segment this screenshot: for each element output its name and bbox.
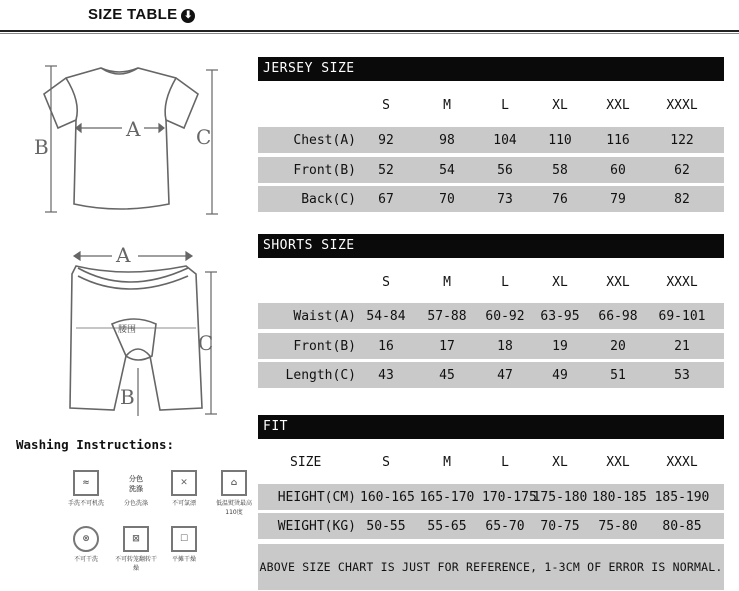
table-cell: 63-95: [540, 308, 580, 324]
table-row: [258, 186, 724, 212]
table-cell: 45: [439, 367, 455, 383]
table-cell: 82: [674, 191, 690, 207]
size-xxxl: XXXL: [666, 454, 698, 470]
size-label: SIZE: [290, 454, 322, 470]
size-l: L: [501, 454, 509, 470]
no-dry-clean-icon: ⊗ 不可干洗: [64, 526, 108, 563]
table-cell: 18: [497, 338, 513, 354]
table-row: [258, 303, 724, 329]
download-arrow-icon: ⬇: [181, 9, 195, 23]
iron-low-icon: ⌂ 低温熨烫最高110度: [212, 470, 256, 516]
jersey-size-header-row: [258, 92, 724, 118]
title-divider-thin: [0, 33, 739, 34]
table-cell: 165-170: [419, 489, 475, 505]
table-cell: 170-175: [482, 489, 537, 505]
jersey-label-a: A: [126, 117, 141, 141]
size-m: M: [443, 454, 451, 470]
table-cell: 47: [497, 367, 513, 383]
shorts-diagram: [56, 244, 226, 420]
row-label: Front(B): [293, 338, 356, 354]
row-label: HEIGHT(CM): [277, 489, 356, 505]
table-row: [258, 362, 724, 388]
table-cell: 92: [378, 132, 394, 148]
row-label: Chest(A): [293, 132, 356, 148]
washing-title: Washing Instructions:: [16, 437, 175, 452]
table-cell: 116: [606, 132, 630, 148]
size-xl: XL: [552, 454, 568, 470]
table-cell: 180-185: [592, 489, 647, 505]
size-xxl: XXL: [606, 454, 630, 470]
table-cell: 104: [493, 132, 517, 148]
table-cell: 62: [674, 162, 690, 178]
table-cell: 185-190: [654, 489, 710, 505]
table-cell: 43: [378, 367, 394, 383]
table-row: [258, 333, 724, 359]
table-cell: 73: [497, 191, 513, 207]
table-cell: 75-80: [598, 518, 638, 534]
page-title: SIZE TABLE ⬇: [88, 6, 195, 23]
table-cell: 69-101: [658, 308, 706, 324]
table-cell: 70: [439, 191, 455, 207]
size-xxxl: XXXL: [666, 97, 698, 113]
size-s: S: [382, 454, 390, 470]
fit-size-header-row: [258, 449, 724, 475]
table-row: [258, 127, 724, 153]
size-xxl: XXL: [606, 274, 630, 290]
table-row: [258, 157, 724, 183]
table-cell: 21: [674, 338, 690, 354]
row-label: Waist(A): [293, 308, 356, 324]
hand-wash-icon: ≈ 手洗不可机洗: [64, 470, 108, 507]
table-cell: 19: [552, 338, 568, 354]
shorts-size-header-row: [258, 269, 724, 295]
table-cell: 54-84: [366, 308, 406, 324]
size-xxl: XXL: [606, 97, 630, 113]
table-row: [258, 484, 724, 510]
table-cell: 175-180: [532, 489, 588, 505]
table-cell: 52: [378, 162, 394, 178]
separate-wash-icon: 分色 洗涤 分色洗涤: [114, 470, 158, 507]
size-l: L: [501, 97, 509, 113]
table-cell: 55-65: [427, 518, 467, 534]
table-cell: 98: [439, 132, 455, 148]
table-cell: 66-98: [598, 308, 638, 324]
shorts-label-a: A: [116, 244, 131, 267]
no-bleach-icon: ✕ 不可氯漂: [162, 470, 206, 507]
size-xl: XL: [552, 274, 568, 290]
table-cell: 57-88: [427, 308, 467, 324]
table-cell: 76: [552, 191, 568, 207]
row-label: WEIGHT(KG): [277, 518, 356, 534]
flat-dry-icon: ☐ 平摊干燥: [162, 526, 206, 563]
size-m: M: [443, 274, 451, 290]
row-label: Back(C): [301, 191, 356, 207]
size-l: L: [501, 274, 509, 290]
jersey-diagram: [26, 62, 226, 224]
table-cell: 16: [378, 338, 394, 354]
jersey-label-c: C: [196, 125, 212, 149]
table-cell: 67: [378, 191, 394, 207]
no-tumble-dry-icon: ⊠ 不可转笼翻转干燥: [114, 526, 158, 572]
table-cell: 122: [670, 132, 694, 148]
table-cell: 50-55: [366, 518, 406, 534]
shorts-size-header: SHORTS SIZE: [258, 234, 724, 258]
table-cell: 79: [610, 191, 626, 207]
table-cell: 51: [610, 367, 626, 383]
table-cell: 60-92: [485, 308, 525, 324]
row-label: Front(B): [293, 162, 356, 178]
size-m: M: [443, 97, 451, 113]
table-cell: 49: [552, 367, 568, 383]
fit-header: FIT: [258, 415, 724, 439]
title-divider: [0, 30, 739, 32]
table-cell: 65-70: [485, 518, 525, 534]
table-cell: 56: [497, 162, 513, 178]
table-cell: 58: [552, 162, 568, 178]
table-cell: 17: [439, 338, 455, 354]
table-cell: 54: [439, 162, 455, 178]
size-xl: XL: [552, 97, 568, 113]
table-cell: 60: [610, 162, 626, 178]
table-cell: 70-75: [540, 518, 580, 534]
table-cell: 53: [674, 367, 690, 383]
row-label: Length(C): [285, 367, 356, 383]
table-cell: 80-85: [662, 518, 702, 534]
size-xxxl: XXXL: [666, 274, 698, 290]
size-s: S: [382, 274, 390, 290]
fit-note: ABOVE SIZE CHART IS JUST FOR REFERENCE, 1-3CM OF ERROR IS NORMAL.: [258, 544, 724, 590]
table-cell: 20: [610, 338, 626, 354]
jersey-size-header: JERSEY SIZE: [258, 57, 724, 81]
table-row: [258, 513, 724, 539]
table-cell: 160-165: [360, 489, 415, 505]
size-s: S: [382, 97, 390, 113]
table-cell: 110: [548, 132, 572, 148]
jersey-label-b: B: [34, 135, 49, 159]
shorts-label-c: C: [198, 331, 214, 355]
shorts-waist-label: 腰围: [118, 325, 137, 335]
shorts-label-b: B: [120, 385, 135, 409]
